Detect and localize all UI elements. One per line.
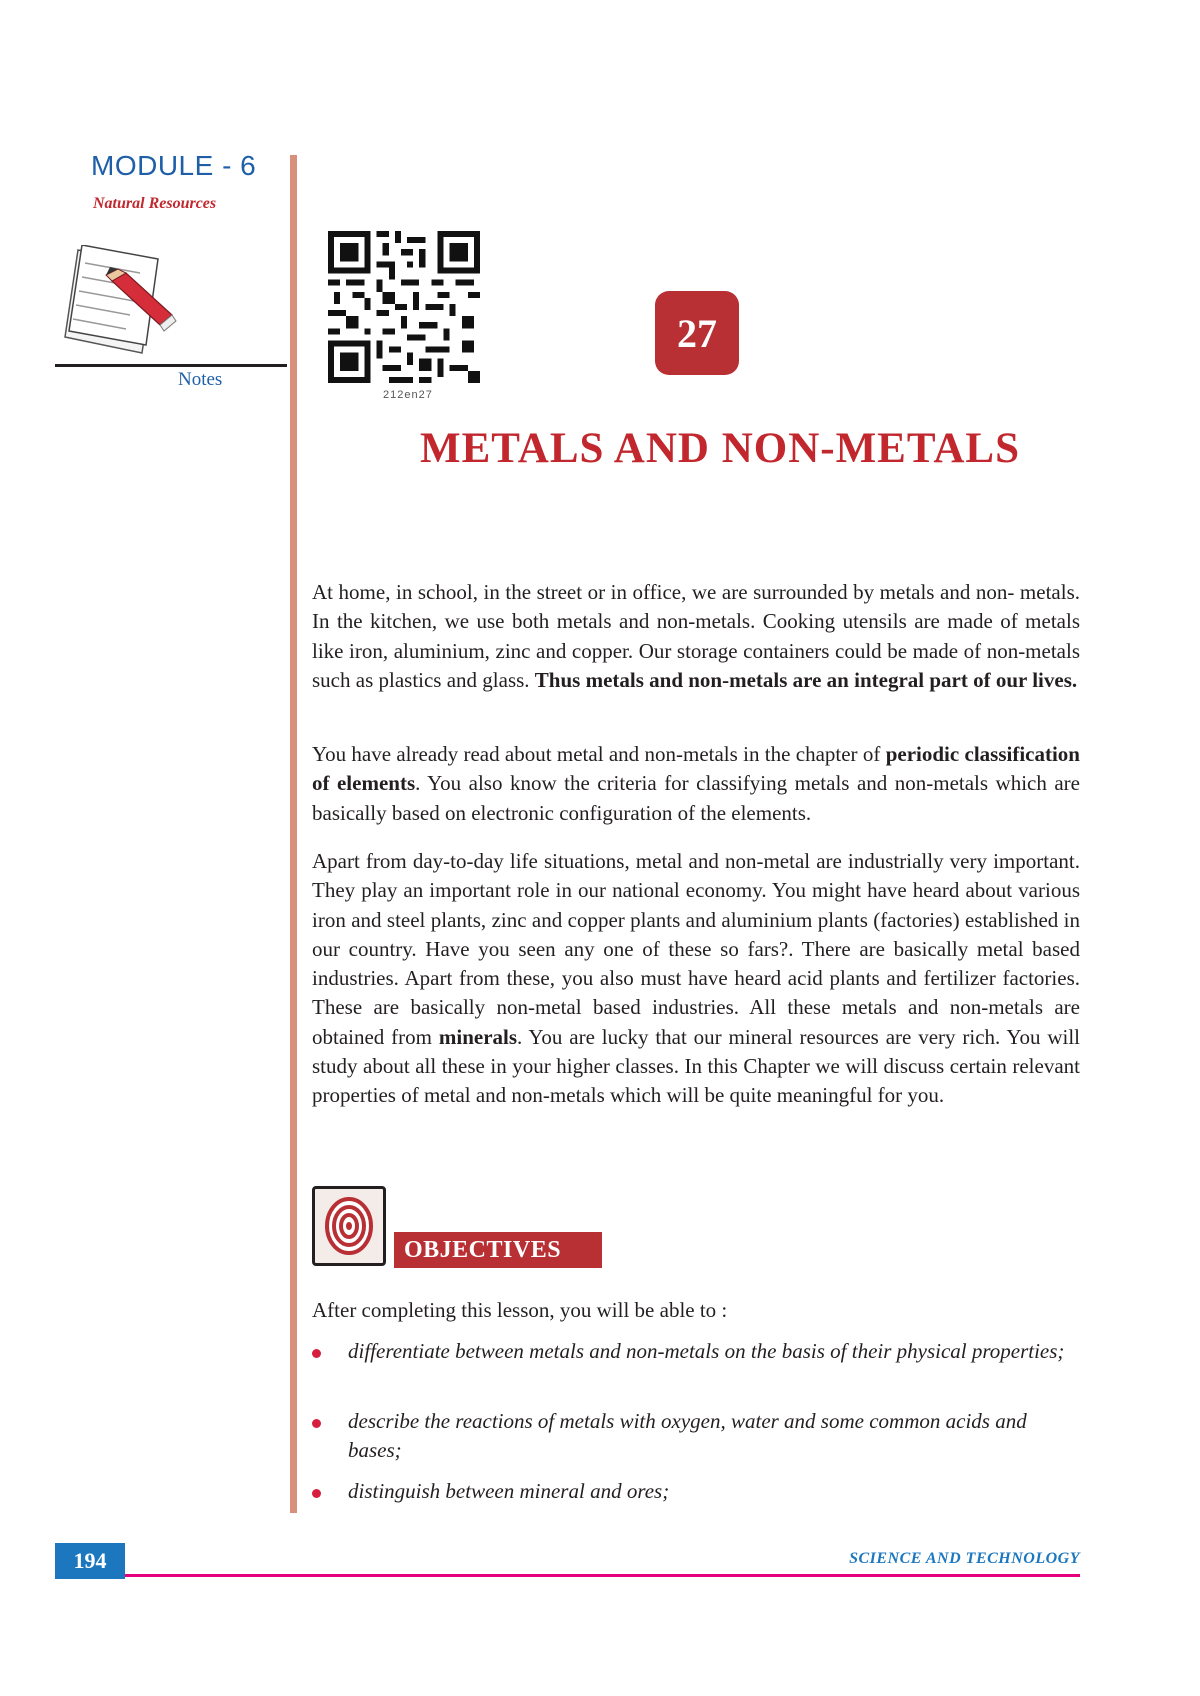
objective-item (312, 1477, 1080, 1506)
paragraph-text: Apart from day-to-day life situations, metal and non-metal are industrially very important. They play an important role in our national economy. You might have heard about various iron and steel plants, zinc and copper plants and aluminium plants (factories) established in our country. Have you seen any one of these so fars?. There are basically metal based industries. Apart from these, you also must have heard acid plants and fertilizer factories. These are basically non-metal based industries. All these metals and non-metals are obtained from (312, 849, 1080, 1049)
paragraph-text: . You also know the criteria for classifying metals and non-metals which are basically based on electronic configuration of the elements. (312, 771, 1080, 825)
objective-item (312, 1407, 1080, 1466)
bullet-icon (312, 1419, 321, 1428)
footer-book-title: SCIENCE AND TECHNOLOGY (849, 1550, 1080, 1567)
paragraph-text: . You are lucky that our mineral resources are very rich. You will study about all these in your higher classes. In this Chapter we will discuss certain relevant properties of metal and non-metals which will be quite meaningful for you. (312, 1024, 1080, 1108)
chapter-number-badge: 27 (655, 291, 739, 375)
notes-pencil-icon (60, 245, 180, 360)
footer-rule (125, 1574, 1080, 1577)
chapter-title: METALS AND NON-METALS (420, 425, 1020, 472)
objective-text: describe the reactions of metals with oxygen, water and some common acids and bases; (348, 1409, 1027, 1463)
qr-code-icon (328, 231, 480, 383)
notes-divider (55, 364, 287, 367)
margin-rule (290, 155, 297, 1513)
bullet-icon (312, 1489, 321, 1498)
objective-item (312, 1337, 1080, 1366)
paragraph-text: You have already read about metal and non-metals in the chapter of (312, 742, 886, 766)
objective-text: distinguish between mineral and ores; (348, 1479, 670, 1503)
module-title: MODULE - 6 (91, 150, 257, 181)
objectives-intro: After completing this lesson, you will be able to : (312, 1298, 728, 1322)
module-subtitle: Natural Resources (93, 195, 217, 212)
paragraph-emphasis: periodic classification of elements (312, 742, 1080, 796)
target-icon (312, 1186, 386, 1266)
paragraph-text: At home, in school, in the street or in office, we are surrounded by metals and non- metals. In the kitchen, we use both metals and non-metals. Cooking utensils are made of metals like iron, aluminium, zinc and copper. Our storage containers could be made of non-metals such as plastics and glass. (312, 580, 1080, 692)
qr-code-label: 212en27 (383, 389, 433, 401)
page-number: 194 (55, 1543, 125, 1579)
bullet-icon (312, 1349, 321, 1358)
notes-label: Notes (178, 369, 223, 390)
intro-paragraph-2 (312, 740, 1080, 828)
intro-paragraph-1 (312, 578, 1080, 695)
intro-paragraph-3 (312, 847, 1080, 1111)
objective-text: differentiate between metals and non-metals on the basis of their physical properties; (348, 1339, 1065, 1363)
objectives-heading: OBJECTIVES (394, 1232, 602, 1268)
paragraph-emphasis: Thus metals and non-metals are an integral part of our lives. (534, 667, 1078, 692)
paragraph-emphasis: minerals (438, 1024, 518, 1049)
